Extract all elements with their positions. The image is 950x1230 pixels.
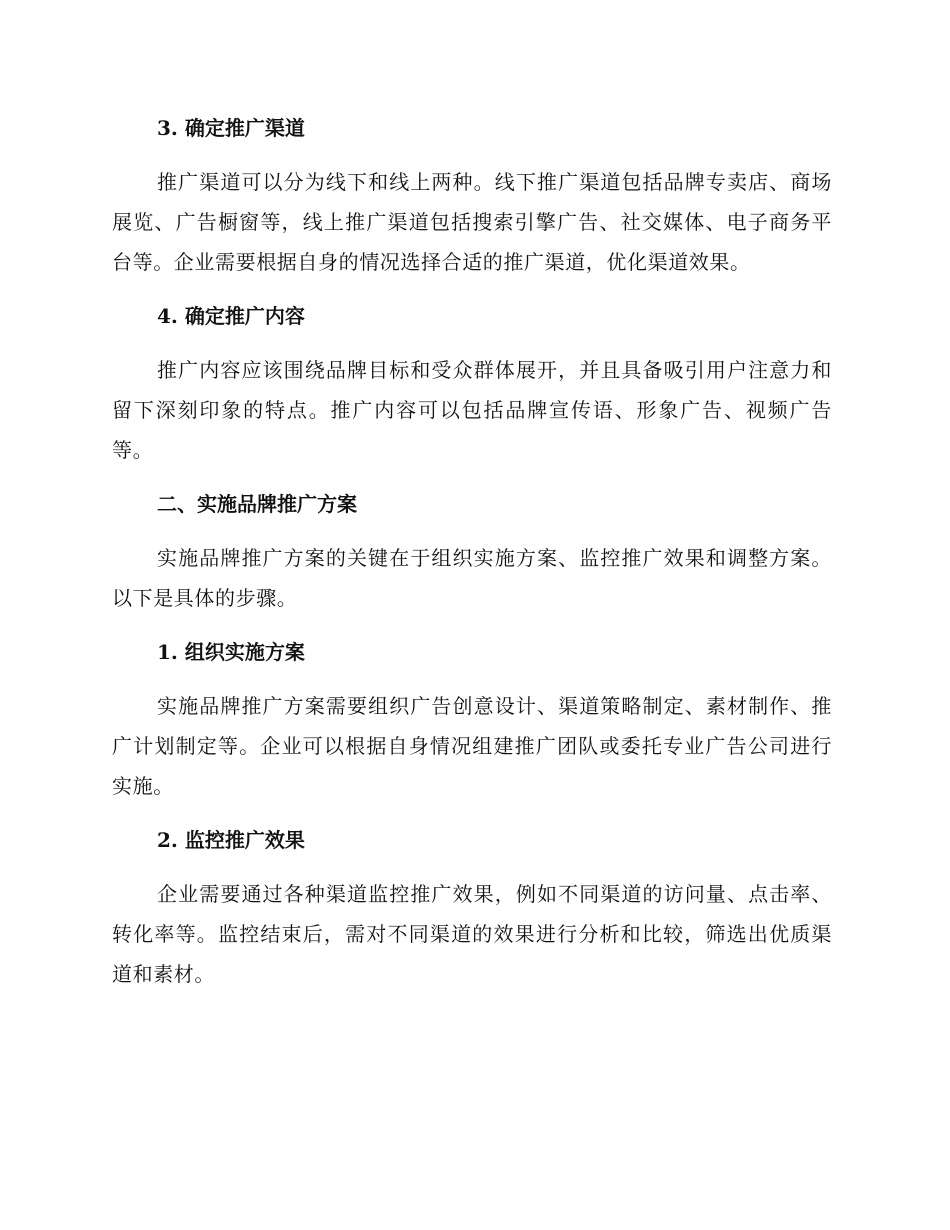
- section-paragraph-implementation: 实施品牌推广方案的关键在于组织实施方案、监控推广效果和调整方案。以下是具体的步骤。: [112, 546, 832, 610]
- section-paragraph-channels: 推广渠道可以分为线下和线上两种。线下推广渠道包括品牌专卖店、商场展览、广告橱窗等，线上推广渠道包括搜索引擎广告、社交媒体、电子商务平台等。企业需要根据自身的情况选择合适的推广渠道，优化渠道效果。: [112, 170, 832, 274]
- spacer: [112, 336, 832, 350]
- spacer: [112, 860, 832, 874]
- section-heading-channels: 3. 确定推广渠道: [157, 116, 305, 140]
- spacer: [112, 524, 832, 538]
- section-paragraph-monitor: 企业需要通过各种渠道监控推广效果，例如不同渠道的访问量、点击率、转化率等。监控结束后，需对不同渠道的效果进行分析和比较，筛选出优质渠道和素材。: [112, 882, 832, 986]
- section-paragraph-organize: 实施品牌推广方案需要组织广告创意设计、渠道策略制定、素材制作、推广计划制定等。企业可以根据自身情况组建推广团队或委托专业广告公司进行实施。: [112, 694, 832, 798]
- spacer: [112, 672, 832, 686]
- section-paragraph-content: 推广内容应该围绕品牌目标和受众群体展开，并且具备吸引用户注意力和留下深刻印象的特点。推广内容可以包括品牌宣传语、形象广告、视频广告等。: [112, 358, 832, 462]
- spacer: [112, 470, 832, 484]
- section-heading-implementation: 二、实施品牌推广方案: [157, 492, 357, 516]
- spacer: [112, 618, 832, 632]
- section-heading-organize: 1. 组织实施方案: [157, 640, 305, 664]
- spacer: [112, 806, 832, 820]
- section-heading-content: 4. 确定推广内容: [157, 304, 305, 328]
- document-body: [112, 108, 832, 994]
- spacer: [112, 148, 832, 162]
- section-heading-monitor: 2. 监控推广效果: [157, 828, 305, 852]
- spacer: [112, 282, 832, 296]
